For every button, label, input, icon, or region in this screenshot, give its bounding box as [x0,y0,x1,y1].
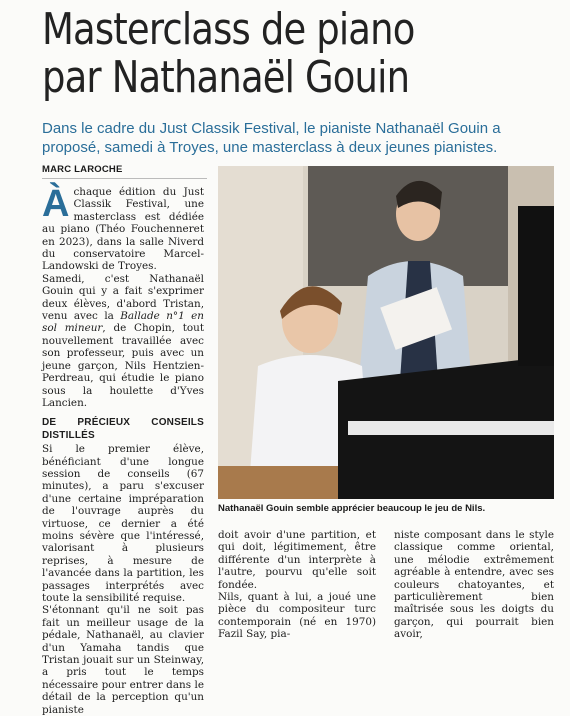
column-3 [394,529,554,641]
headline: Masterclass de piano par Nathanaël Gouin [42,4,415,103]
paragraph-1 [42,183,204,273]
subhead: DE PRÉCIEUX CONSEILS DISTILLÉS [42,417,204,441]
paragraph-1-text: chaque édition du Just Classik Festival, une masterclass est dédiée au piano (Théo Fouchenneret en 2023), dans la salle Niverd du conservatoire Marcel-Landowski de Troyes. [42,186,204,273]
photo-caption: Nathanaël Gouin semble apprécier beaucoup le jeu de Nils. [218,503,486,514]
work-title: Ballade n°1 en sol mineur [42,310,204,335]
dropcap: À [42,183,70,225]
byline: MARC LAROCHE [42,164,123,175]
article-photo [218,166,554,499]
column-1 [42,183,204,716]
col2-paragraph-1: doit avoir d'une partition, et qui doit, légitimement, être différente d'un interprète à l'autre, pourvu qu'elle soit fondée. [218,529,376,591]
photo-illustration [218,166,554,499]
paragraph-3: Si le premier élève, bénéficiant d'une longue session de conseils (67 minutes), a paru s'excuser d'une certaine impréparation de l'ouvrage auprès du virtuose, ce dernier a été moins sévère que l'intéressé, valorisant à plusieurs reprises, à mesure de l'avancée dans la partition, les passages interprétés avec toute la sensibilité requise. [42,443,204,604]
col2-paragraph-2: Nils, quant à lui, a joué une pièce du compositeur turc contemporain (né en 1970) Fazil Say, pia- [218,591,376,641]
paragraph-4: S'étonnant qu'il ne soit pas fait un meilleur usage de la pédale, Nathanaël, au clavier d'un Yamaha tandis que Tristan jouait sur un Steinway, a pris tout le temps nécessaire pour entrer dans le détail de la perception qu'un pianiste [42,604,204,716]
paragraph-2-text-b: , de Chopin, tout nouvellement travaillée avec son professeur, puis avec un jeune garçon, Nils Hentzien-Perdreau, qui étudie le piano sous la houlette d'Yves Lancien. [42,322,204,409]
standfirst: Dans le cadre du Just Classik Festival, le pianiste Nathanaël Gouin a proposé, samedi à Troyes, une masterclass à deux jeunes pianistes. [42,120,501,156]
col3-paragraph-1: niste composant dans le style classique comme oriental, une mélodie extrêmement agréable à entendre, avec ses couleurs chatoyantes, et particulièrement bien maîtrisée sous les doigts du garçon, qui pourrait bien avoir, [394,529,554,641]
paragraph-2 [42,273,204,409]
column-2 [218,529,376,641]
paragraph-2-text-a: Samedi, c'est Nathanaël Gouin qui y a fait s'exprimer deux élèves, d'abord Tristan, venu avec la [42,272,204,323]
byline-rule [42,178,207,179]
